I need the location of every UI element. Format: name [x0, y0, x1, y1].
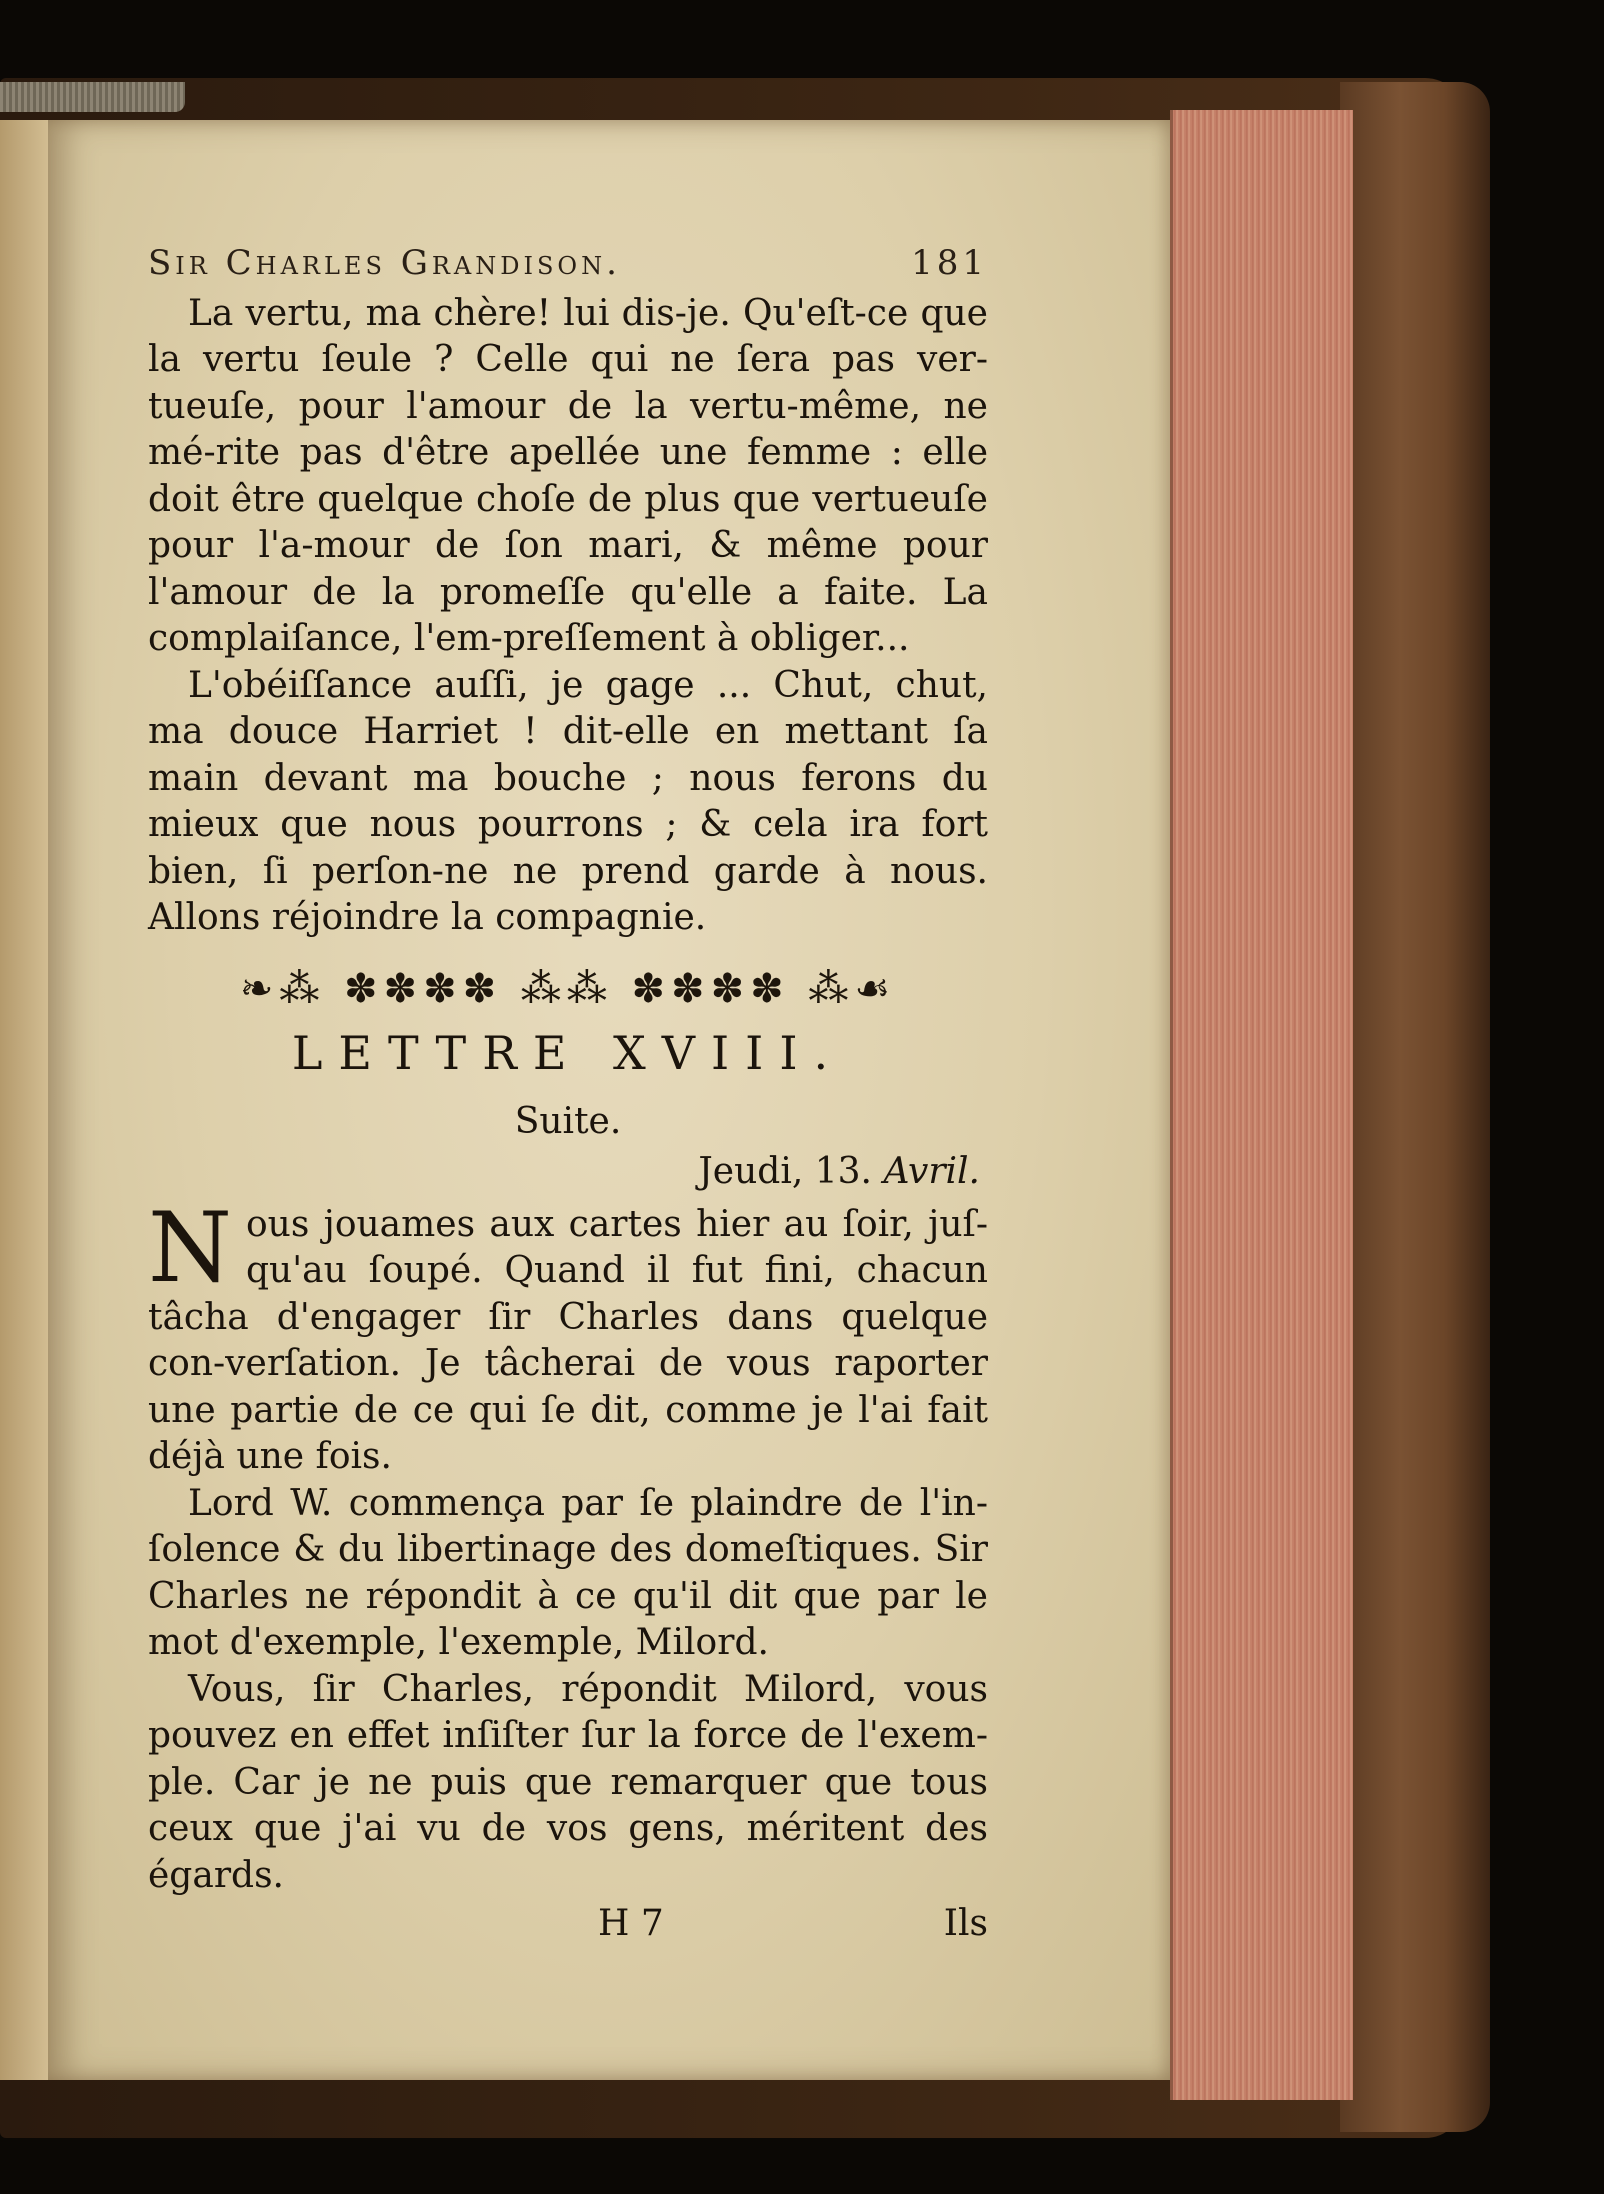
facing-page-edge — [0, 120, 48, 2080]
book-cover-edge — [1340, 82, 1490, 2132]
date-prefix: Jeudi, 13. — [698, 1151, 872, 1192]
opening-paragraph-text: ous jouames aux cartes hier au ſoir, juſ-qu'au ſoupé. Quand il fut fini, chacun tâcha d'engager ſir Charles dans quelque con-verſation. Je tâcherai de vous raporter une partie de ce qui ſe dit, comme je l'ai fait déjà une fois. — [148, 1203, 988, 1477]
drop-cap: N — [148, 1191, 232, 1304]
running-header — [148, 240, 988, 287]
paragraph: Lord W. commença par ſe plaindre de l'in-ſolence & du libertinage des domeſtiques. Sir Charles ne répondit à ce qu'il dit que par le mot d'exemple, l'exemple, Milord. — [148, 1482, 988, 1663]
page-number: 181 — [911, 243, 988, 283]
paragraph: L'obéiſſance auſſi, je gage ... Chut, chut, ma douce Harriet ! dit-elle en mettant ſa main devant ma bouche ; nous ferons du mieux que nous pourrons ; & cela ira fort bien, ſi perſon-ne ne prend garde à nous. Allons réjoindre la compagnie. — [148, 664, 988, 938]
date-month: Avril. — [883, 1151, 980, 1192]
page-footer — [148, 1901, 988, 1948]
page-text — [148, 240, 988, 1948]
page-edges — [1170, 110, 1353, 2100]
catchword: Ils — [943, 1903, 988, 1944]
spine-band — [0, 82, 185, 112]
signature-mark: H 7 — [598, 1903, 664, 1944]
ornament-divider: ❧⁂ ✽✽✽✽ ⁂⁂ ✽✽✽✽ ⁂☙ — [239, 965, 897, 1012]
opening-paragraph — [148, 1191, 988, 1481]
paragraph: Vous, ſir Charles, répondit Milord, vous pouvez en effet inſiſter ſur la force de l'exem-ple. Car je ne puis que remarquer que tous ceux que j'ai vu de vos gens, méritent des égards. — [148, 1668, 988, 1896]
letter-title: LETTRE XVIII. — [291, 1026, 845, 1080]
running-header-title: Sir Charles Grandison. — [148, 243, 621, 283]
letter-subtitle: Suite. — [514, 1100, 622, 1142]
letter-date — [148, 1149, 988, 1196]
paragraph: La vertu, ma chère! lui dis-je. Qu'eſt-ce que la vertu ſeule ? Celle qui ne ſera pas ver-tueuſe, pour l'amour de la vertu-même, ne mé-rite pas d'être apellée une femme : elle doit être quelque choſe de plus que vertueuſe pour l'a-mour de ſon mari, & même pour l'amour de la promeſſe qu'elle a faite. La complaiſance, l'em-preſſement à obliger... — [148, 292, 988, 659]
